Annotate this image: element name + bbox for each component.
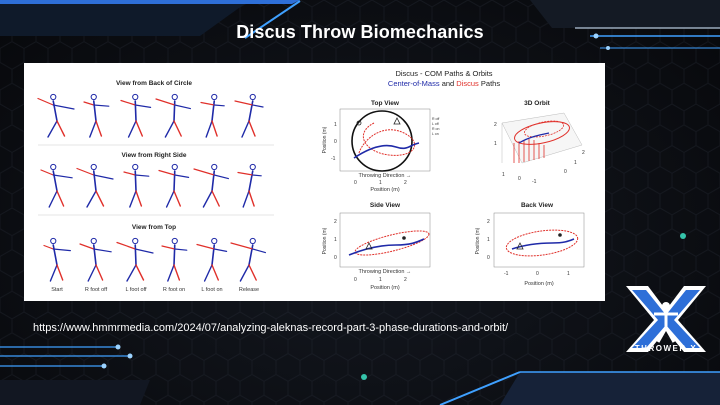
stick-head — [91, 238, 96, 243]
stick-limb — [203, 191, 212, 207]
logo-text: THROWER X — [634, 344, 698, 353]
xlabel: Position (m) — [370, 285, 400, 291]
xtick: 0 — [354, 180, 357, 186]
xtick: 0 — [354, 277, 357, 283]
stick-limb — [53, 171, 57, 191]
stick-head — [51, 164, 56, 169]
stick-limb — [214, 105, 224, 106]
stick-limb — [94, 175, 113, 179]
phase-label: L foot on — [201, 287, 223, 293]
stick-head — [51, 238, 56, 243]
stick-limb — [162, 246, 175, 249]
xtick: 2 — [404, 277, 407, 283]
com-path — [354, 143, 419, 158]
legend-item: L off — [432, 122, 439, 126]
back-view-title: Back View — [520, 202, 554, 209]
stick-limb — [168, 265, 174, 281]
ytick: 0 — [334, 255, 337, 261]
stick-limb — [53, 249, 70, 251]
stick-limb — [117, 243, 135, 250]
stick-limb — [121, 101, 135, 106]
view-top-title: View from Top — [131, 224, 177, 231]
stick-limb — [87, 191, 96, 207]
stick-limb — [253, 249, 266, 253]
stick-limb — [94, 249, 111, 252]
stick-limb — [174, 121, 181, 136]
phase-label: R foot off — [84, 287, 108, 293]
stick-limb — [94, 101, 96, 121]
stick-head — [133, 94, 138, 99]
xtick: -1 — [532, 179, 537, 185]
stick-limb — [201, 103, 214, 106]
stick-limb — [240, 265, 249, 281]
stick-limb — [197, 245, 214, 250]
stick-limb — [174, 171, 175, 191]
stick-limb — [80, 244, 94, 249]
stick-head — [133, 164, 138, 169]
direction-label: Throwing Direction → — [358, 173, 412, 179]
stick-limb — [135, 171, 136, 191]
ytick: 1 — [487, 237, 490, 243]
xtick: 1 — [502, 172, 505, 178]
legend-item: R off — [432, 117, 440, 121]
stick-figures — [38, 94, 265, 281]
subtitle-paths: Paths — [478, 79, 501, 88]
stick-head — [250, 94, 255, 99]
ytick: 0 — [487, 255, 490, 261]
ylabel: Position (m) — [475, 227, 481, 255]
stick-head — [250, 238, 255, 243]
stick-limb — [214, 175, 228, 179]
legend-item: L on — [432, 132, 439, 136]
stick-limb — [212, 265, 218, 280]
biomechanics-figure — [24, 63, 605, 301]
ytick: 2 — [582, 150, 585, 156]
stick-limb — [38, 99, 53, 106]
stick-limb — [129, 121, 136, 137]
stick-limb — [53, 105, 74, 109]
stick-limb — [249, 191, 254, 206]
stick-head — [172, 164, 177, 169]
stick-limb — [84, 102, 94, 105]
stick-limb — [44, 246, 53, 250]
stick-limb — [174, 191, 180, 206]
stick-limb — [249, 265, 256, 280]
stick-limb — [77, 169, 94, 176]
ytick: 1 — [334, 122, 337, 128]
stick-head — [91, 164, 96, 169]
throwing-circle — [352, 111, 412, 171]
stick-head — [133, 238, 138, 243]
ylabel: Position (m) — [322, 227, 328, 255]
stick-limb — [135, 175, 149, 176]
stick-limb — [243, 191, 249, 207]
phase-label: Release — [238, 287, 260, 293]
xtick: -1 — [504, 271, 509, 277]
ytick: 0 — [334, 139, 337, 145]
stick-limb — [127, 265, 136, 281]
stick-head — [51, 94, 56, 99]
ztick: 1 — [494, 141, 497, 147]
stick-limb — [175, 105, 191, 109]
stick-limb — [136, 265, 144, 280]
stick-limb — [135, 101, 136, 121]
stick-limb — [159, 171, 175, 176]
ytick: 2 — [334, 219, 337, 225]
ztick: 2 — [494, 122, 497, 128]
view-back-title: View from Back of Circle — [115, 80, 193, 87]
phase-label: L foot off — [125, 287, 147, 293]
stick-limb — [96, 265, 103, 280]
stick-limb — [175, 249, 187, 250]
source-url: https://www.hmmrmedia.com/2024/07/analyzing-aleknas-record-part-3-phase-durations-and-orbit/ — [33, 322, 509, 334]
stick-limb — [174, 265, 179, 280]
stick-limb — [136, 191, 141, 206]
stick-limb — [212, 101, 214, 121]
stick-limb — [242, 121, 249, 137]
xtick: 1 — [379, 277, 382, 283]
phase-label: Start — [51, 287, 63, 293]
right-title: Discus - COM Paths & Orbits — [395, 69, 493, 78]
stick-limb — [253, 175, 261, 176]
ytick: -1 — [331, 156, 336, 162]
stick-head — [91, 94, 96, 99]
stick-limb — [94, 171, 96, 191]
side-view-title: Side View — [369, 202, 401, 209]
stick-limb — [48, 121, 57, 137]
stick-limb — [57, 265, 63, 280]
stick-limb — [94, 245, 96, 265]
xtick: 2 — [404, 180, 407, 186]
stick-limb — [231, 243, 253, 249]
xtick: 1 — [379, 180, 382, 186]
stick-limb — [135, 105, 150, 107]
stick-limb — [53, 175, 72, 178]
stick-limb — [49, 191, 57, 207]
stick-limb — [57, 191, 64, 206]
xtick: 0 — [518, 176, 521, 182]
ytick: 2 — [487, 219, 490, 225]
stick-limb — [175, 175, 189, 177]
stick-limb — [88, 265, 96, 281]
stick-head — [172, 94, 177, 99]
stick-limb — [53, 245, 57, 265]
side-view-plot — [322, 202, 431, 291]
stick-limb — [90, 121, 96, 137]
stick-limb — [194, 169, 214, 175]
stick-limb — [249, 121, 255, 136]
left-views — [38, 80, 274, 293]
stick-limb — [53, 101, 57, 121]
stick-limb — [212, 191, 219, 206]
slide-title: Discus Throw Biomechanics — [236, 22, 484, 42]
stick-head — [250, 164, 255, 169]
subtitle-and: and — [439, 79, 457, 88]
subtitle-discus: Discus — [456, 79, 479, 88]
figure-panel — [24, 63, 605, 301]
orbit-3d-plot — [494, 100, 585, 185]
orbit-title: 3D Orbit — [524, 100, 550, 107]
xtick: 0 — [536, 271, 539, 277]
stick-limb — [205, 265, 212, 281]
back-view-plot — [475, 202, 584, 287]
stick-head — [212, 94, 217, 99]
stick-limb — [253, 105, 263, 107]
stick-limb — [135, 245, 136, 265]
stick-limb — [206, 121, 212, 137]
stick-head — [172, 238, 177, 243]
ylabel: Position (m) — [322, 126, 328, 154]
stick-limb — [94, 105, 109, 106]
ytick: 1 — [334, 237, 337, 243]
stick-limb — [165, 121, 174, 137]
stick-limb — [235, 101, 253, 105]
stick-limb — [96, 191, 104, 206]
stick-limb — [135, 249, 153, 253]
right-subtitle — [388, 79, 500, 88]
phase-labels — [51, 287, 259, 293]
stick-limb — [212, 121, 217, 136]
stick-limb — [174, 245, 175, 265]
stick-limb — [238, 173, 253, 176]
stick-limb — [41, 170, 53, 175]
stick-limb — [130, 191, 136, 207]
subtitle-com: Center-of-Mass — [387, 79, 440, 88]
stick-head — [212, 164, 217, 169]
stick-limb — [124, 172, 135, 175]
stick-limb — [167, 191, 174, 207]
stick-head — [212, 238, 217, 243]
stick-limb — [50, 265, 57, 281]
top-view-plot — [322, 100, 439, 193]
xlabel: Position (m) — [370, 187, 400, 193]
direction-label: Throwing Direction → — [358, 269, 412, 275]
stick-limb — [136, 121, 142, 136]
stick-limb — [214, 249, 226, 251]
xlabel: Position (m) — [524, 281, 554, 287]
stick-limb — [156, 99, 175, 105]
top-view-title: Top View — [371, 100, 399, 107]
ytick: 1 — [574, 160, 577, 166]
xtick: 1 — [567, 271, 570, 277]
stick-limb — [96, 121, 101, 136]
view-side-title: View from Right Side — [121, 152, 187, 159]
stick-limb — [57, 121, 65, 136]
ytick: 0 — [564, 169, 567, 175]
legend-item: R on — [432, 127, 440, 131]
stick-limb — [174, 101, 175, 121]
phase-label: R foot on — [162, 287, 186, 293]
